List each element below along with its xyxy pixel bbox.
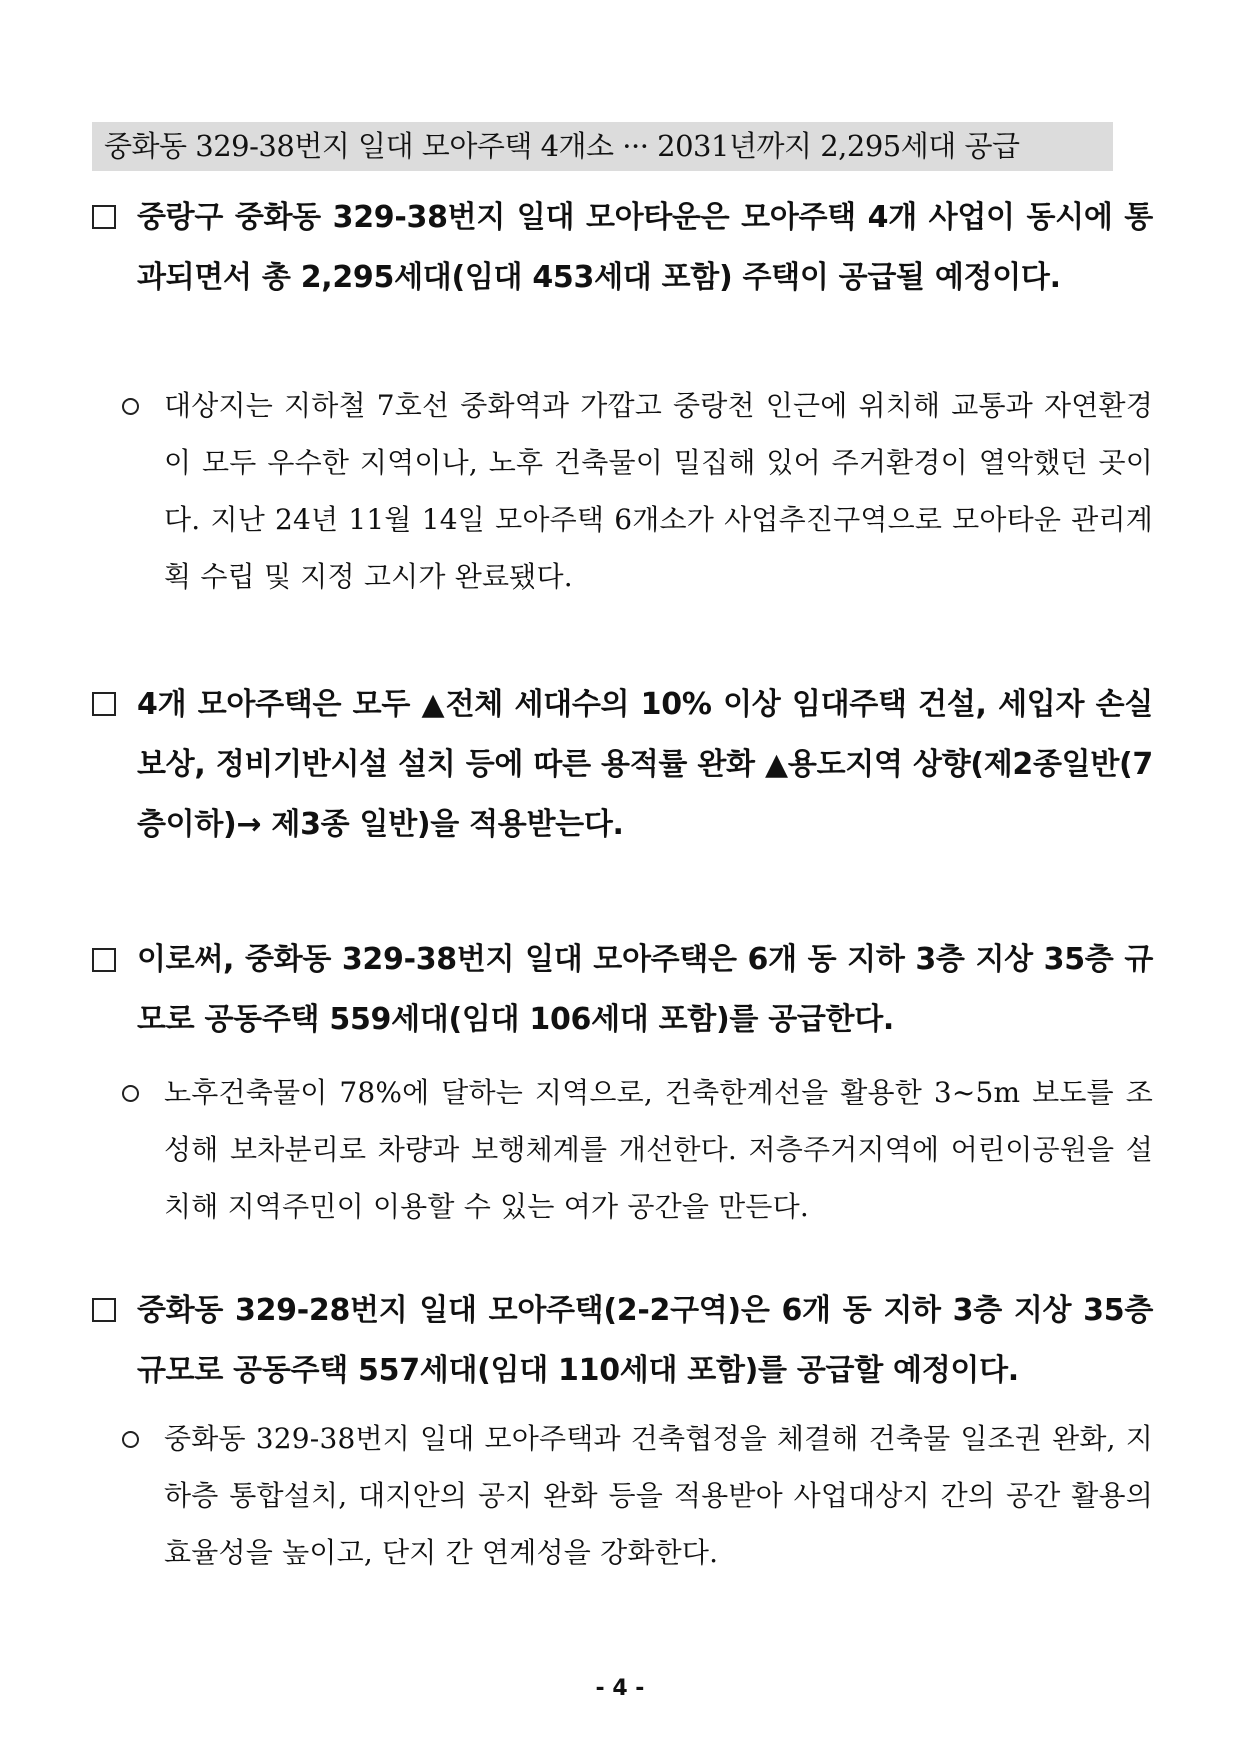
square-bullet-icon <box>92 205 116 229</box>
paragraph-sub-4: 중화동 329-38번지 일대 모아주택과 건축협정을 체결해 건축물 일조권 완화, 지하층 통합설치, 대지안의 공지 완화 등을 적용받아 사업대상지 간의 공간 활용의 효율성을 높이고, 단지 간 연계성을 강화한다. <box>164 1422 1153 1569</box>
circle-bullet-icon <box>122 1085 139 1102</box>
circle-bullet-icon <box>122 1431 139 1448</box>
paragraph-main-3: 이로써, 중화동 329-38번지 일대 모아주택은 6개 동 지하 3층 지상 35층 규모로 공동주택 559세대(임대 106세대 포함)를 공급한다. <box>137 942 1153 1037</box>
page-number: - 4 - <box>595 1676 645 1701</box>
square-bullet-icon <box>92 1298 116 1322</box>
circle-bullet-icon <box>122 398 139 415</box>
square-bullet-icon <box>92 948 116 972</box>
paragraph-sub-3: 노후건축물이 78%에 달하는 지역으로, 건축한계선을 활용한 3~5m 보도를 조성해 보차분리로 차량과 보행체계를 개선한다. 저층주거지역에 어린이공원을 설치해 지역주민이 이용할 수 있는 여가 공간을 만든다. <box>164 1076 1153 1223</box>
paragraph-sub-1: 대상지는 지하철 7호선 중화역과 가깝고 중랑천 인근에 위치해 교통과 자연환경이 모두 우수한 지역이나, 노후 건축물이 밀집해 있어 주거환경이 열악했던 곳이다. 지난 24년 11월 14일 모아주택 6개소가 사업추진구역으로 모아타운 관리계획 수립 및 지정 고시가 완료됐다. <box>164 389 1153 593</box>
section-title-banner: 중화동 329-38번지 일대 모아주택 4개소 ··· 2031년까지 2,295세대 공급 <box>92 122 1113 171</box>
paragraph-main-1: 중랑구 중화동 329-38번지 일대 모아타운은 모아주택 4개 사업이 동시에 통과되면서 총 2,295세대(임대 453세대 포함) 주택이 공급될 예정이다. <box>137 200 1153 295</box>
paragraph-main-2: 4개 모아주택은 모두 ▲전체 세대수의 10% 이상 임대주택 건설, 세입자 손실보상, 정비기반시설 설치 등에 따른 용적률 완화 ▲용도지역 상향(제2종일반(7층이하)→ 제3종 일반)을 적용받는다. <box>137 687 1153 842</box>
paragraph-main-4: 중화동 329-28번지 일대 모아주택(2-2구역)은 6개 동 지하 3층 지상 35층 규모로 공동주택 557세대(임대 110세대 포함)를 공급할 예정이다. <box>137 1293 1153 1388</box>
square-bullet-icon <box>92 692 116 716</box>
